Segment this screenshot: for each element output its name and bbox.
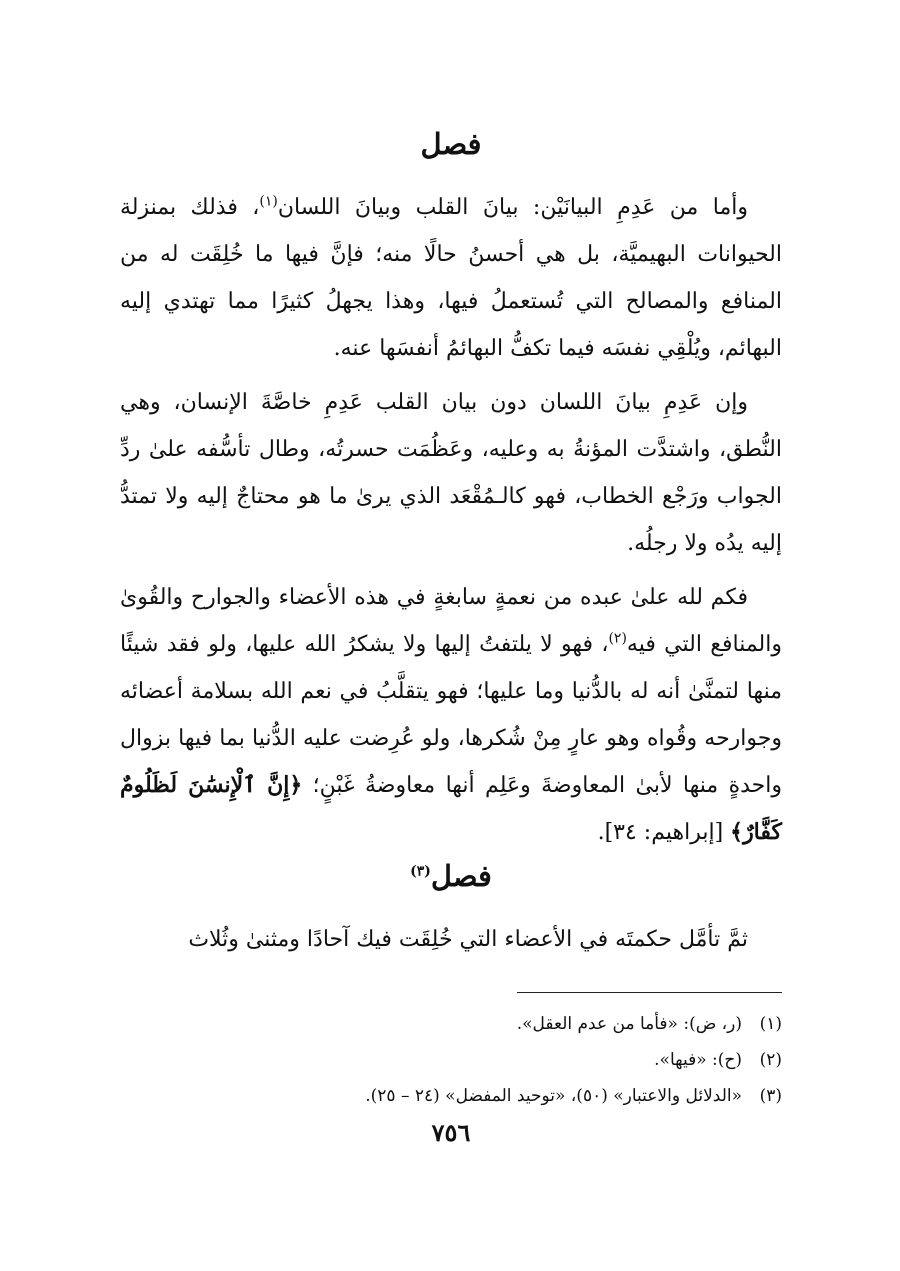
section-heading-text: فصل: [420, 127, 482, 161]
footnote-marker[interactable]: (٣): [410, 863, 431, 880]
paragraph-text: وإن عَدِمِ بيانَ اللسان دون بيان القلب عَدِمِ خاصَّةَ الإنسان، وهي النُّطق، واشتدَّت المؤنةُ به وعليه، وعَظُمَت حسرتُه، وطال تأسُّفه علىٰ ردِّ الجواب ورَجْع الخطاب، فهو كالـمُقْعَد الذي يرىٰ ما هو محتاجٌ إليه ولا تمتدُّ إليه يدُه ولا رجلُه.: [120, 390, 782, 556]
paragraph: [120, 379, 782, 567]
section-heading: [120, 856, 782, 896]
paragraph-text: فكم لله علىٰ عبده من نعمةٍ سابغةٍ في هذه الأعضاء والجوارح والقُوىٰ والمنافع التي فيه: [120, 585, 782, 657]
footnote-item: [120, 1078, 782, 1114]
footnote-number: (٢): [759, 1050, 782, 1070]
footnote-item: [120, 1042, 782, 1078]
footnote-text: (ر، ض): «فأما من عدم العقل».: [516, 1014, 742, 1034]
page-number: ٧٥٦: [431, 1118, 471, 1147]
section-body: [120, 184, 782, 856]
section-heading: [120, 124, 782, 164]
paragraph: [120, 916, 782, 963]
footnote-item: [120, 1006, 782, 1042]
footnote-divider: [517, 992, 782, 993]
section-body: [120, 916, 782, 963]
footnote-number: (٣): [759, 1086, 782, 1106]
footnote-text: (ح): «فيها».: [654, 1050, 742, 1070]
quran-verse: ﴿إِنَّ ٱلْإِنسَٰنَ لَظَلُومٌ كَفَّارٌ﴾: [120, 772, 782, 845]
footnote-text: «الدلائل والاعتبار» (٥٠)، «توحيد المفضل» (٢٤ – ٢٥).: [365, 1086, 742, 1106]
paragraph-text: وأما من عَدِمِ البيانَيْن: بيانَ القلب وبيانَ اللسان: [277, 195, 748, 220]
footnotes-list: [120, 1006, 782, 1114]
book-page: [120, 0, 782, 1271]
paragraph-text: ، فهو لا يلتفتُ إليها ولا يشكرُ الله عليها، ولو فقد شيئًا منها لتمنَّىٰ أنه له بالدُّنيا وما عليها؛ فهو يتقلَّبُ في نعم الله بسلامة أعضائه وجوارحه وقُواه وهو عارٍ مِنْ شُكرها، ولو عُرِضت عليه الدُّنيا بما فيها بزوال واحدةٍ منها لأبىٰ المعاوضةَ وعَلِم أنها معاوضةُ غَبْنٍ؛: [120, 632, 782, 798]
footnote-marker[interactable]: (٢): [608, 630, 627, 647]
footnote-marker[interactable]: (١): [259, 193, 278, 210]
footnote-number: (١): [759, 1014, 782, 1034]
paragraph-text: ، فذلك بمنزلة الحيوانات البهيميَّة، بل هي أحسنُ حالًا منه؛ فإنَّ فيها ما خُلِقَت له من المنافع والمصالح التي تُستعملُ فيها، وهذا يجهلُ كثيرًا مما تهتدي إليه البهائم، ويُلْقِي نفسَه فيما تكفُّ البهائمُ أنفسَها عنه.: [120, 195, 782, 361]
section-heading-text: فصل: [430, 859, 492, 893]
verse-citation: [إبراهيم: ٣٤].: [597, 820, 731, 845]
paragraph-text: ثمَّ تأمَّل حكمتَه في الأعضاء التي خُلِقَت فيك آحادًا ومثنىٰ وثُلاث: [188, 927, 748, 952]
paragraph: [120, 574, 782, 856]
paragraph: [120, 184, 782, 372]
